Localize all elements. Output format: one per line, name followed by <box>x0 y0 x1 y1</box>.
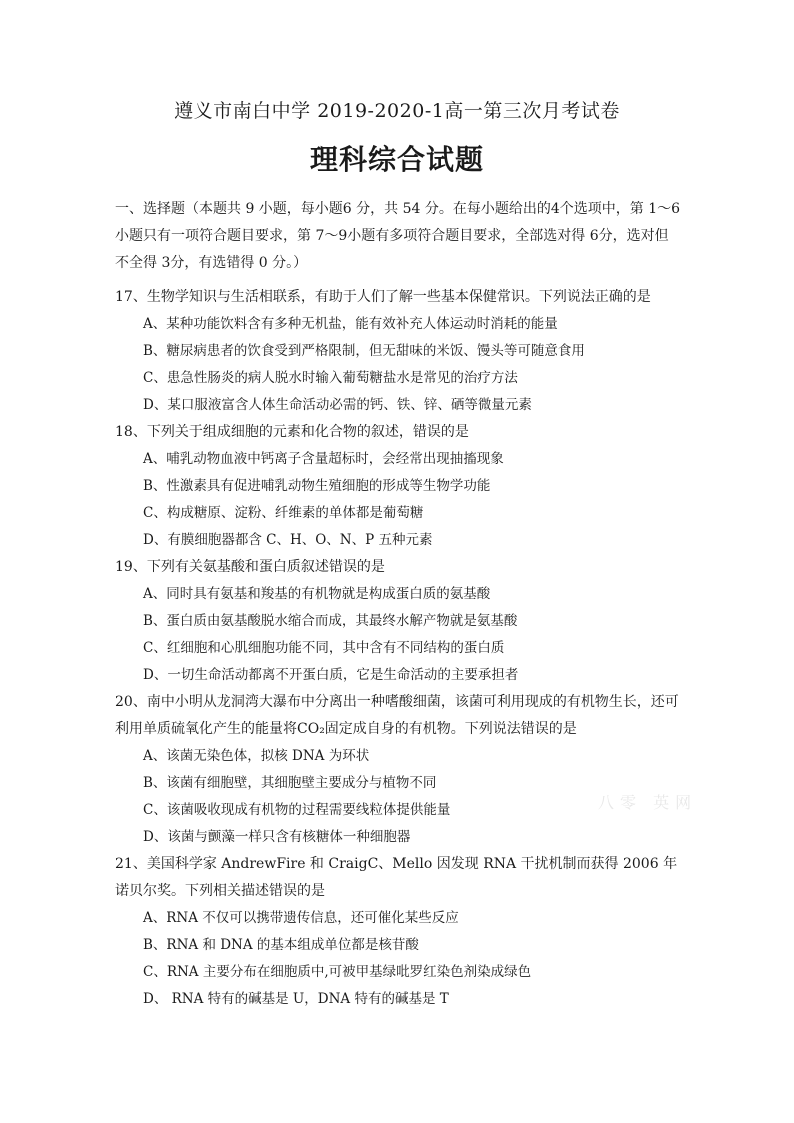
option-c: C、RNA 主要分布在细胞质中,可被甲基绿吡罗红染色剂染成绿色 <box>143 964 532 980</box>
watermark: 八零 英网 <box>598 793 698 812</box>
question-20 <box>115 689 685 851</box>
exam-title: 遵义市南白中学 2019-2020-1高一第三次月考试卷 <box>174 100 620 122</box>
question-stem: 21、美国科学家 AndrewFire 和 CraigC、Mello 因发现 RNA 干扰机制而获得 2006 年诺贝尔奖。下列相关描述错误的是 <box>115 856 678 899</box>
option-b: B、性激素具有促进哺乳动物生殖细胞的形成等生物学功能 <box>143 478 491 494</box>
option-c: C、红细胞和心肌细胞功能不同，其中含有不同结构的蛋白质 <box>143 640 505 656</box>
exam-subtitle: 理科综合试题 <box>309 143 484 176</box>
option-a: A、某种功能饮料含有多种无机盐，能有效补充人体运动时消耗的能量 <box>143 316 558 332</box>
question-stem: 17、生物学知识与生活相联系，有助于人们了解一些基本保健常识。下列说法正确的是 <box>115 289 651 305</box>
option-b: B、糖尿病患者的饮食受到严格限制，但无甜味的米饭、馒头等可随意食用 <box>143 343 585 359</box>
section-instructions: 一、选择题（本题共 9 小题，每小题6 分，共 54 分。在每小题给出的4个选项中，第 1～6小题只有一项符合题目要求，第 7～9小题有多项符合题目要求，全部选对得 6分，选对但不全得 3分，有选错得 0 分。） <box>115 201 681 271</box>
option-a: A、同时具有氨基和羧基的有机物就是构成蛋白质的氨基酸 <box>143 586 491 602</box>
option-c: C、该菌吸收现成有机物的过程需要线粒体提供能量 <box>143 802 451 818</box>
option-c: C、患急性肠炎的病人脱水时输入葡萄糖盐水是常见的治疗方法 <box>143 370 518 386</box>
question-stem: 20、南中小明从龙洞湾大瀑布中分离出一种嗜酸细菌，该菌可利用现成的有机物生长，还可利用单质硫氧化产生的能量将CO₂固定成自身的有机物。下列说法错误的是 <box>115 694 679 737</box>
question-17 <box>115 284 685 419</box>
option-b: B、该菌有细胞壁，其细胞壁主要成分与植物不同 <box>143 775 437 791</box>
option-d: D、某口服液富含人体生命活动必需的钙、铁、锌、硒等微量元素 <box>143 397 532 413</box>
question-stem: 18、下列关于组成细胞的元素和化合物的叙述，错误的是 <box>115 424 469 440</box>
question-18 <box>115 419 685 554</box>
question-19 <box>115 554 685 689</box>
question-stem: 19、下列有关氨基酸和蛋白质叙述错误的是 <box>115 559 385 575</box>
option-d: D、该菌与颤藻一样只含有核糖体一种细胞器 <box>143 829 411 845</box>
question-21 <box>115 851 685 1013</box>
questions-list <box>115 284 685 1013</box>
option-d: D、一切生命活动都离不开蛋白质，它是生命活动的主要承担者 <box>143 667 519 683</box>
option-b: B、蛋白质由氨基酸脱水缩合而成，其最终水解产物就是氨基酸 <box>143 613 518 629</box>
option-b: B、RNA 和 DNA 的基本组成单位都是核苷酸 <box>143 937 419 953</box>
option-a: A、RNA 不仅可以携带遗传信息，还可催化某些反应 <box>143 910 459 926</box>
option-d: D、有膜细胞器都含 C、H、O、N、P 五种元素 <box>143 532 433 548</box>
option-a: A、该菌无染色体，拟核 DNA 为环状 <box>143 748 370 764</box>
option-a: A、哺乳动物血液中钙离子含量超标时，会经常出现抽搐现象 <box>143 451 504 467</box>
option-c: C、构成糖原、淀粉、纤维素的单体都是葡萄糖 <box>143 505 424 521</box>
option-d: D、 RNA 特有的碱基是 U，DNA 特有的碱基是 T <box>143 991 449 1007</box>
